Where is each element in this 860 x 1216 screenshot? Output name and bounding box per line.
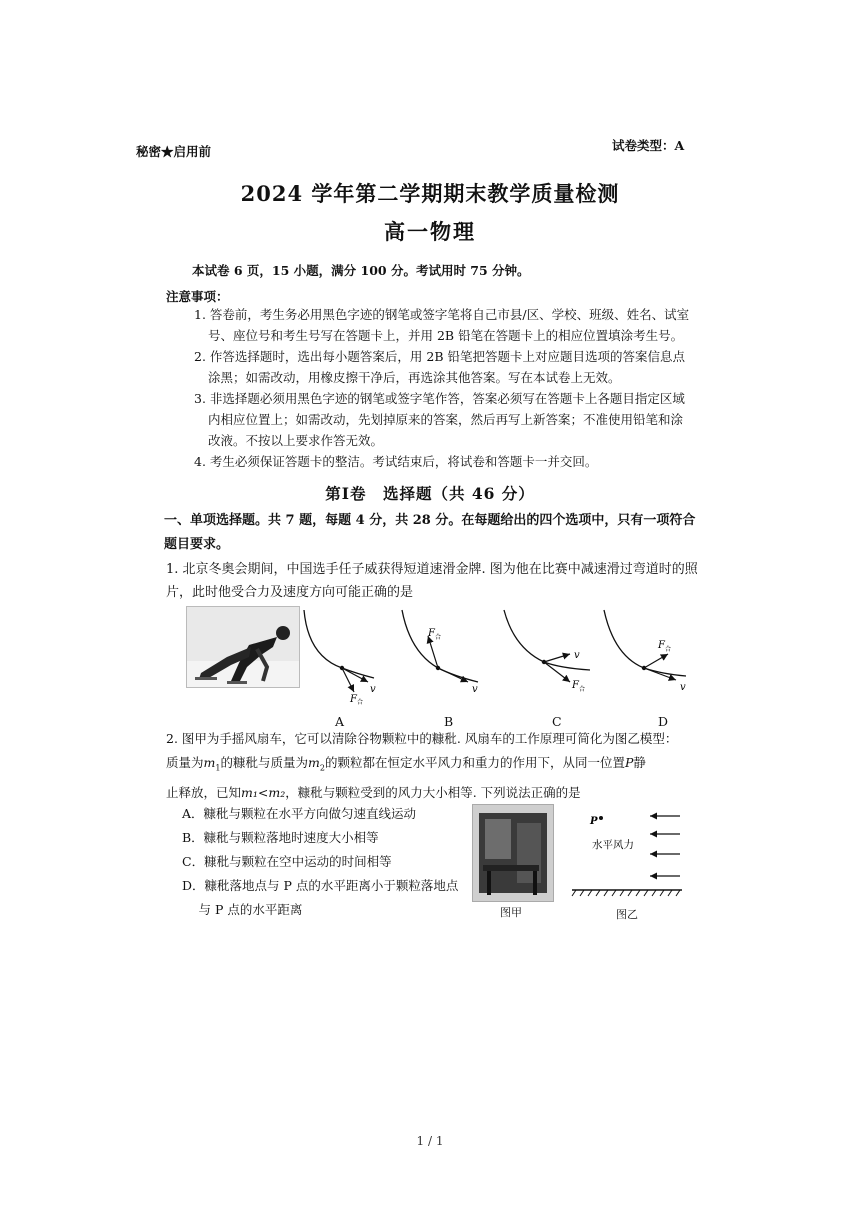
option-b: B．糠秕与颗粒落地时速度大小相等 <box>182 830 379 845</box>
note-item: 4. 考生必须保证答题卡的整洁。考试结束后，将试卷和答题卡一并交回。 <box>194 454 598 469</box>
note-item: 1. 答卷前，考生务必用黑色字迹的钢笔或签字笔将自己市县/区、学校、班级、姓名、试室号、座位号和考生号写在答题卡上，并用 2B 铅笔在答题卡上的相应位置填涂考生号。 <box>194 307 690 343</box>
force-label: F <box>428 628 435 639</box>
option-d-continued: 与 P 点的水平距离 <box>182 902 303 917</box>
q2-stem-line-1: 2. 图甲为手摇风扇车，它可以清除谷物颗粒中的糠秕. 风扇车的工作原理可简化为图乙模型： <box>166 731 678 746</box>
q2-stem-line-2: 质量为$m_1$的糠秕与质量为$m_2$的颗粒都在恒定水平风力和重力的作用下，从同一位置P静 <box>166 755 646 773</box>
notes-heading: 注意事项： <box>166 289 229 304</box>
winnowing-machine-photo <box>472 804 554 902</box>
exam-subtitle: 高一物理 <box>384 219 476 244</box>
option-diagram-c <box>500 606 600 706</box>
skater-photo <box>186 606 300 688</box>
option-letter-d: D <box>658 714 669 729</box>
option-diagram-a <box>298 606 378 706</box>
wind-model-diagram <box>568 806 686 902</box>
question-2-stem <box>166 727 696 805</box>
force-subscript: 合 <box>579 686 586 693</box>
option-a: A．糠秕与颗粒在水平方向做匀速直线运动 <box>182 806 417 821</box>
velocity-label: v <box>680 682 686 693</box>
figure-b-caption: 图乙 <box>616 908 638 921</box>
option-letter-a: A <box>335 714 345 729</box>
option-d: D．糠秕落地点与 P 点的水平距离小于颗粒落地点 <box>182 878 459 893</box>
question-2-options <box>182 802 482 922</box>
exam-title: 2024 学年第二学期期末教学质量检测 <box>240 181 620 206</box>
note-item: 3. 非选择题必须用黑色字迹的钢笔或签字笔作答，答案必须写在答题卡上各题目指定区域内相应位置上；如需改动，先划掉原来的答案，然后再写上新答案；不准使用铅笔和涂改液。不按以上要求作答无效。 <box>194 391 685 448</box>
note-item: 2. 作答选择题时，选出每小题答案后，用 2B 铅笔把答题卡上对应题目选项的答案信息点涂黑；如需改动，用橡皮擦干净后，再选涂其他答案。写在本试卷上无效。 <box>194 349 685 385</box>
notes-list <box>194 304 690 472</box>
paper-type: 试卷类型：A <box>612 138 685 153</box>
velocity-label: v <box>574 650 580 661</box>
question-1-stem: 1. 北京冬奥会期间，中国选手任子威获得短道速滑金牌. 图为他在比赛中减速滑过弯道时的照片，此时他受合力及速度方向可能正确的是 <box>166 562 698 600</box>
force-subscript: 合 <box>665 646 672 653</box>
option-letter-c: C <box>552 714 562 729</box>
q2-stem-line-3: 止释放，已知m₁<m₂，糠秕与颗粒受到的风力大小相等. 下列说法正确的是 <box>166 784 581 800</box>
section-heading: 一、单项选择题。共 7 题，每题 4 分，共 28 分。在每题给出的四个选项中，只有一项符合题目要求。 <box>164 513 696 552</box>
exam-info: 本试卷 6 页，15 小题，满分 100 分。考试用时 75 分钟。 <box>192 263 530 278</box>
option-letter-b: B <box>444 714 454 729</box>
force-label: F <box>572 680 579 691</box>
force-label: F <box>350 694 357 705</box>
force-subscript: 合 <box>435 634 442 641</box>
option-diagram-b <box>398 606 488 706</box>
part-title: 第Ⅰ卷 选择题（共 46 分） <box>325 484 535 503</box>
secret-label: 秘密★启用前 <box>136 144 212 159</box>
wind-force-label: 水平风力 <box>592 839 634 851</box>
option-diagram-d <box>600 606 696 706</box>
option-c: C．糠秕与颗粒在空中运动的时间相等 <box>182 854 392 869</box>
force-subscript: 合 <box>357 699 364 706</box>
point-p-label: P <box>590 816 598 827</box>
force-label: F <box>658 640 665 651</box>
figure-a-caption: 图甲 <box>500 906 522 919</box>
page-number: 1 / 1 <box>416 1134 444 1148</box>
velocity-label: v <box>472 684 478 695</box>
velocity-label: v <box>370 684 376 695</box>
